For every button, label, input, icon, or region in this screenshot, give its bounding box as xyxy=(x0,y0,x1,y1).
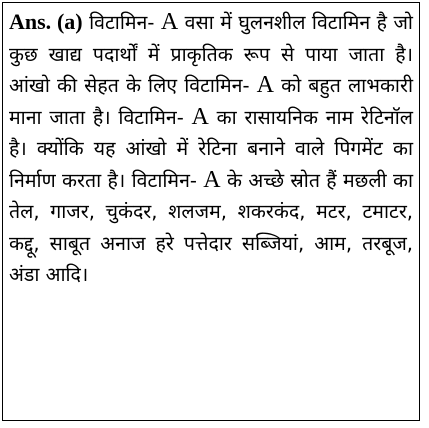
answer-text-1: विटामिन- xyxy=(82,11,161,34)
answer-text-3: को बहुत लाभकारी माना जाता है। विटामिन- xyxy=(9,74,413,129)
vitamin-letter-4: A xyxy=(203,166,221,193)
answer-box xyxy=(2,2,420,421)
vitamin-letter-1: A xyxy=(160,9,179,35)
answer-paragraph xyxy=(9,6,413,291)
answer-text-4: का रासायनिक नाम रेटिनॉल है। क्योंकि यह आंखो में रेटिना बनाने वाले पिगमेंट का निर्माण करता है। विटामिन- xyxy=(9,105,413,192)
answer-text-5: के अच्छे स्रोत हैं मछली का तेल, गाजर, चुकंदर, शलजम, शकरकंद, मटर, टमाटर, कद्दू, साबूत अनाज हरे पत्तेदार सब्जियां, आम, तरबूज, अंडा आदि। xyxy=(9,168,413,286)
answer-text-2: वसा में घुलनशील विटामिन है जो कुछ खाद्य पदार्थों में प्राकृतिक रूप से पाया जाता है। आंखो की सेहत के लिए विटामिन- xyxy=(9,11,413,97)
vitamin-letter-2: A xyxy=(256,72,274,98)
vitamin-letter-3: A xyxy=(191,103,209,130)
answer-label: Ans. (a) xyxy=(9,9,83,34)
